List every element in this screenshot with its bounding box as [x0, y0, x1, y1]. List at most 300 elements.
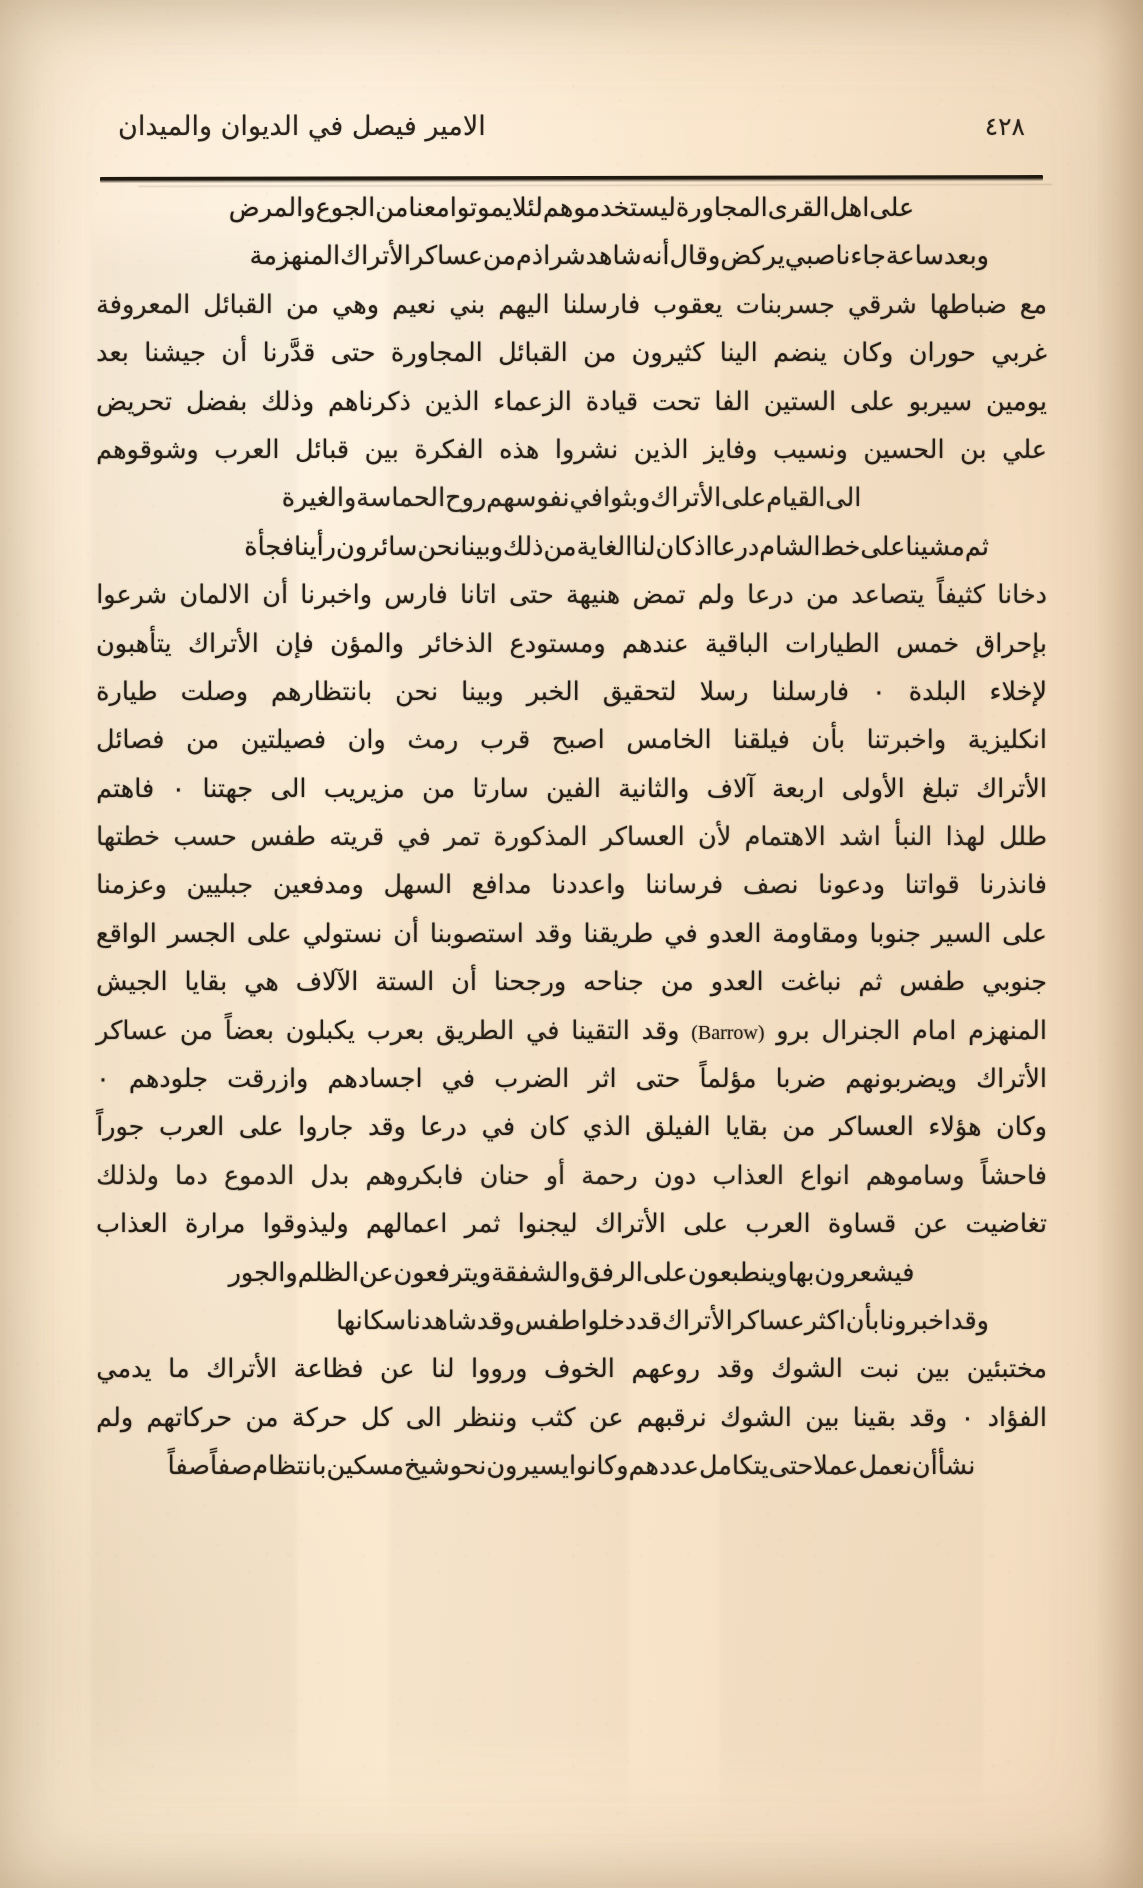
body-word: على [683, 1209, 729, 1240]
body-word: مزيريب [323, 773, 405, 804]
body-word: دخانا [997, 580, 1047, 611]
body-word: الفيلق [645, 1112, 711, 1143]
body-word: وازرقت [227, 1064, 309, 1095]
body-word: الأتراك [187, 628, 259, 659]
body-word: فيلقنا [733, 725, 790, 756]
body-word: قيادة [585, 386, 639, 417]
body-word: بقايا [184, 967, 228, 998]
body-word: ودعونا [818, 870, 886, 901]
body-word: في [441, 1064, 476, 1095]
body-word: يدمي [96, 1354, 152, 1385]
body-word: الطيارات [785, 628, 880, 659]
body-word: وبينا [460, 531, 503, 562]
body-line [96, 1160, 1047, 1212]
body-word: الاهتمام [744, 822, 826, 853]
book-spine-shadow [1097, 0, 1143, 1888]
body-word: فظاعة [293, 1354, 364, 1385]
body-word: فصائل [96, 725, 165, 756]
body-word: رمث [407, 725, 459, 756]
body-word: كان [655, 531, 695, 562]
body-word: مختبئين [966, 1354, 1047, 1385]
body-word: في [525, 1015, 560, 1046]
body-word: لنا [632, 531, 656, 562]
body-word: عن [358, 1257, 394, 1288]
body-word: بإحراق [975, 628, 1047, 659]
body-word: الأتراك [661, 1305, 733, 1336]
body-word: تمض [632, 580, 686, 611]
body-word: يومين [985, 386, 1047, 417]
body-word: رسلا [699, 676, 749, 707]
body-word: ساعة [885, 241, 944, 272]
body-word: القبائل [203, 289, 273, 320]
body-text-block [96, 193, 1047, 1758]
body-word: على [642, 1257, 688, 1288]
body-line [96, 289, 1047, 341]
body-word: رحمة [581, 1160, 638, 1191]
body-word: العرب [214, 434, 280, 465]
body-word: الذي [582, 1112, 631, 1143]
body-word: مؤلماً [699, 1064, 757, 1095]
body-word: السهل [383, 870, 453, 901]
body-word: ذلك [502, 531, 544, 562]
body-word: قد [636, 1305, 662, 1336]
body-word: وقد [716, 1354, 755, 1385]
body-word: عن [913, 1209, 949, 1240]
body-word: أن [911, 1451, 938, 1482]
body-word: الضرب [494, 1064, 570, 1095]
body-word: الفا [714, 386, 750, 417]
body-word: والمرض [228, 193, 316, 223]
body-word: الشام [759, 531, 821, 562]
body-word: وهي [332, 289, 380, 320]
body-word: التقينا [571, 1015, 630, 1046]
body-word: نصف [742, 870, 799, 901]
body-word: تغاضيت [965, 1209, 1047, 1240]
body-word: انكليزية [967, 725, 1047, 756]
body-word: الغاية [576, 531, 633, 562]
body-word: درعا [712, 531, 760, 562]
body-word: وكانوا [568, 1451, 629, 1482]
body-line [96, 773, 1047, 825]
body-word: واخبرتنا [866, 725, 947, 756]
body-word: لئلا [512, 193, 543, 223]
body-word: الخوف [543, 1354, 615, 1385]
body-word: كثب [530, 1402, 576, 1433]
body-line [96, 338, 1047, 389]
body-word: أن [221, 338, 248, 369]
body-word: كثيفاً [936, 580, 985, 611]
body-word: جسربنات [735, 289, 835, 320]
body-word: جاءناصبي [784, 241, 886, 272]
body-word: نشروا [554, 434, 619, 465]
body-word: عملا [813, 1451, 859, 1482]
body-word: جبليين [186, 870, 254, 901]
body-word: ولم [96, 1402, 134, 1433]
body-word: نشأ [937, 1451, 976, 1482]
body-word: الجيش [96, 967, 168, 998]
body-word: في [569, 483, 603, 514]
body-word: غربي [991, 338, 1047, 369]
body-word: المنهزمة [249, 241, 341, 272]
body-word: ويترفعون [393, 1257, 492, 1288]
body-word: ٠ [96, 1064, 110, 1095]
body-word: خمس [896, 628, 960, 659]
body-word: حسب [173, 822, 237, 853]
body-word: فارس [384, 580, 448, 611]
body-word: أن [451, 967, 477, 998]
body-word: استصوبنا [429, 918, 524, 949]
body-word: ولذلك [96, 1160, 159, 1191]
body-word: سارتا [472, 773, 529, 804]
body-word: الفين [546, 773, 601, 804]
body-word: فانذرنا [979, 870, 1047, 901]
body-word: يموتوا [449, 193, 513, 223]
body-word: اذم [516, 241, 551, 272]
body-word: ونسيب [772, 434, 848, 465]
body-word: حتى [330, 338, 376, 369]
body-word: طيارة [96, 676, 158, 707]
body-word: حوران [908, 338, 976, 369]
body-word: العرب [158, 1112, 225, 1143]
body-word: اجسادهم [327, 1064, 423, 1095]
body-word: لأن [698, 822, 732, 853]
body-word: ينضم [773, 338, 827, 369]
body-word: شيخ [404, 1451, 450, 1482]
body-word: على [721, 483, 767, 514]
body-word: درعا [420, 1112, 468, 1143]
body-word: والثانية [618, 773, 690, 804]
body-word: دون [653, 1160, 697, 1191]
body-word: حتى [635, 1064, 681, 1095]
body-word: وشوقوهم [96, 434, 199, 465]
body-word: حتى [768, 1451, 814, 1482]
body-word: الآلاف [295, 967, 359, 998]
body-word: الخامس [626, 725, 712, 756]
body-word: برو [776, 1015, 810, 1046]
body-word: الذخائر [420, 628, 494, 659]
body-word: من [583, 338, 617, 369]
body-word: من [805, 580, 840, 611]
body-word: وبعد [943, 241, 989, 272]
body-word: هذه [499, 434, 540, 465]
running-header [118, 96, 1025, 156]
body-word: لإخلاء [989, 676, 1047, 707]
body-word: اهل [829, 193, 870, 223]
body-word: الى [270, 773, 307, 804]
body-word: نباغت [780, 967, 842, 998]
body-word: طلل [998, 822, 1047, 853]
body-word: اشد [839, 822, 881, 853]
body-word: القرى [767, 193, 830, 223]
body-line [96, 725, 1047, 776]
body-word: الذين [424, 386, 480, 417]
body-word: الظلم [297, 1257, 359, 1288]
body-word: ضباطها [929, 289, 1007, 320]
body-line [96, 531, 1047, 583]
body-word: جهتنا [202, 773, 254, 804]
body-word: وقد [367, 1112, 406, 1143]
body-line [96, 822, 1047, 873]
body-word: بأن [811, 725, 846, 756]
body-word: بين [364, 434, 399, 465]
body-word: الأتراك [976, 773, 1047, 804]
body-line [96, 628, 1047, 680]
body-word: معنا [408, 193, 450, 223]
body-word: سيربو [908, 386, 973, 417]
body-word: في [397, 822, 431, 853]
body-word: واعددنا [551, 870, 626, 901]
latin-inline-term: (Barrow) [691, 1021, 765, 1044]
body-word: العدو [708, 918, 762, 949]
body-word: المجاورة [675, 193, 768, 223]
body-word: جاروا [298, 1112, 354, 1143]
body-word: الشوك [720, 1402, 792, 1433]
body-word: ٠ [171, 773, 186, 804]
body-word: ليجنوا [517, 1209, 578, 1240]
body-word: يسيرون [486, 1451, 569, 1482]
body-word: لتحقيق [602, 676, 677, 707]
body-word: الخبر [526, 676, 580, 707]
body-word: فاهتم [96, 773, 155, 804]
body-word: وفايز [703, 434, 758, 465]
body-word: طفس [250, 822, 316, 853]
body-line [96, 967, 1047, 1018]
body-word: المذكورة [493, 822, 588, 853]
body-word: نبت [859, 1354, 900, 1385]
body-word: بدل [310, 1160, 350, 1191]
body-word: يتأهبون [96, 628, 172, 659]
body-word: عن [588, 1402, 624, 1433]
body-word: بقينا [852, 1402, 896, 1433]
body-word: العدو [710, 967, 764, 998]
body-word: بانتظارهم [271, 676, 373, 707]
body-word: على [860, 531, 906, 562]
body-word: الستة [375, 967, 435, 998]
body-word: فإن [275, 628, 314, 659]
body-word: وبينا [461, 676, 504, 707]
body-word: وساموهم [865, 1160, 965, 1191]
body-word: والغيرة [281, 483, 357, 514]
body-word: حركاتهم [146, 1402, 233, 1433]
body-line [96, 1064, 1047, 1115]
body-word: بن [960, 434, 987, 465]
body-line [96, 1451, 1047, 1502]
body-word: طريقنا [583, 918, 654, 949]
body-word: المعروفة [96, 289, 191, 320]
body-word: بقايا [725, 1112, 768, 1143]
body-word: نفوسهم [486, 483, 570, 514]
body-word: شرعوا [96, 580, 168, 611]
body-word: خطتها [96, 822, 160, 853]
body-word: الذين [633, 434, 689, 465]
body-line [96, 1112, 1047, 1163]
body-word: النبأ [894, 822, 933, 853]
body-word: انواع [800, 1160, 850, 1191]
body-word: البلدة [908, 676, 967, 707]
body-word: بعضاً [224, 1015, 274, 1046]
body-line [96, 1354, 1047, 1405]
body-word: وليذوقوا [262, 1209, 349, 1240]
body-word: نحن [417, 531, 461, 562]
body-word: على [246, 918, 292, 949]
body-word: ثمر [464, 1209, 501, 1240]
body-word: الحسين [863, 434, 945, 465]
body-word: عددهم [628, 1451, 699, 1482]
body-word: وينطبعون [687, 1257, 788, 1288]
body-word: يركض [720, 241, 785, 272]
body-word: جيشنا [144, 338, 206, 369]
running-header-title: الامير فيصل في الديوان والميدان [118, 110, 486, 142]
body-word: حتى [509, 580, 554, 611]
body-word: الجنرال [821, 1015, 901, 1046]
body-word: يكبلون [285, 1015, 355, 1046]
body-word: ورجحنا [493, 967, 567, 998]
body-word: ومدفعين [272, 870, 364, 901]
body-word: امام [912, 1015, 957, 1046]
body-word: يتصاعد [851, 580, 925, 611]
body-line [96, 580, 1047, 631]
body-word: مدافع [471, 870, 532, 901]
body-line [96, 1209, 1047, 1260]
body-word: وقد [951, 1305, 989, 1336]
body-word: قبائل [295, 434, 350, 465]
body-word: تحت [651, 386, 701, 417]
body-word: روح [445, 483, 487, 514]
body-word: الشوك [771, 1354, 843, 1385]
body-word: روعهم [631, 1354, 701, 1385]
body-word: كل [360, 1402, 393, 1433]
body-word: كثيرون [631, 338, 705, 369]
body-word: ليستخدموهم [542, 193, 676, 223]
body-word: رأينا [294, 531, 336, 562]
body-word: وقد [909, 1402, 948, 1433]
body-word: الينا [719, 338, 758, 369]
body-line [96, 193, 1047, 244]
body-word: الرفق [580, 1257, 643, 1288]
body-word: الفؤاد [987, 1402, 1047, 1433]
body-word: من [179, 1015, 213, 1046]
body-word: طفس [514, 1305, 581, 1336]
body-word: ثم [858, 967, 883, 998]
body-word: الواقع [96, 918, 157, 949]
body-word: من [482, 241, 516, 272]
body-word: طفس [899, 967, 966, 998]
body-word: عندهم [621, 628, 689, 659]
body-word: بين [805, 1402, 840, 1433]
body-word: العساكر [829, 1112, 914, 1143]
body-word: الأتراك [340, 241, 411, 272]
body-word: نعيم [392, 289, 437, 320]
body-word: فارسلنا [771, 676, 850, 707]
body-word: ويضربونهم [845, 1064, 958, 1095]
body-word: تمر [444, 822, 481, 853]
body-word: عساكر [732, 1305, 805, 1336]
body-word: اصبح [551, 725, 605, 756]
body-word: الجوع [315, 193, 376, 223]
body-word: فاحشاً [980, 1160, 1047, 1191]
body-word: بني [449, 289, 486, 320]
body-word: السير [931, 918, 992, 949]
body-word: اذ [694, 531, 713, 562]
body-word: شاهدنا [406, 1305, 477, 1336]
body-word: ضربا [775, 1064, 827, 1095]
body-word: على [1002, 918, 1047, 949]
body-word: على [849, 386, 895, 417]
body-word: الأتراك [206, 1354, 278, 1385]
body-word: القبائل [498, 338, 568, 369]
body-word: المنهزم [968, 1015, 1047, 1046]
body-word: والمؤن [330, 628, 404, 659]
body-word: والشفقة [491, 1257, 581, 1288]
body-word: أن [262, 580, 289, 611]
body-word: من [422, 773, 456, 804]
body-word: وقد [534, 918, 573, 949]
body-word: خط [820, 531, 861, 562]
body-word: جنوبا [869, 918, 921, 949]
body-word: وننظر [455, 1402, 518, 1433]
body-word: ومستودع [509, 628, 606, 659]
body-word: وعزمنا [96, 870, 167, 901]
body-word: من [186, 725, 220, 756]
body-word: على [869, 193, 915, 223]
body-word: العذاب [96, 1209, 168, 1240]
body-word: فارسلنا [562, 289, 641, 320]
body-word: مرارة [184, 1209, 246, 1240]
body-word: دما [175, 1160, 208, 1191]
body-word: اثر [588, 1064, 617, 1095]
body-word: ذكرناهم [327, 386, 411, 417]
body-word: اعمالهم [365, 1209, 448, 1240]
body-word: ٠ [960, 1402, 975, 1433]
body-word: علي [1002, 434, 1047, 465]
body-word: قريته [329, 822, 385, 853]
body-word: شرقي [847, 289, 917, 320]
body-word: الأتراك [976, 1064, 1047, 1095]
body-word: وكان [842, 338, 894, 369]
body-word: بانتظام [252, 1451, 327, 1482]
body-word: جناحه [583, 967, 644, 998]
body-word: الفكرة [414, 434, 484, 465]
body-word: الباقية [704, 628, 769, 659]
body-word: الحماسة [356, 483, 446, 514]
body-word: بعرب [366, 1015, 425, 1046]
body-word: جلودهم [128, 1064, 209, 1095]
body-word: فيشعرون [814, 1257, 915, 1288]
body-word: فابكروهم [365, 1160, 464, 1191]
body-word: أنه [641, 241, 670, 272]
body-word: صفاً [167, 1451, 210, 1482]
body-line [96, 1402, 1047, 1454]
body-line [96, 870, 1047, 921]
body-word: الجسر [167, 918, 236, 949]
body-word: بأن [845, 1305, 880, 1336]
body-word: العرب [745, 1209, 811, 1240]
body-line [96, 386, 1047, 438]
body-word: تحريض [96, 386, 173, 417]
body-word: بعد [96, 338, 129, 369]
body-word: وكان [996, 1112, 1047, 1143]
body-word: قواتنا [904, 870, 960, 901]
body-word: درعا [747, 580, 794, 611]
body-word: من [660, 967, 694, 998]
body-word: ثم [964, 531, 989, 562]
body-word: وقال [669, 241, 721, 272]
body-word: وبثوا [602, 483, 651, 514]
body-word: حنان [479, 1160, 530, 1191]
body-word: من [782, 1112, 816, 1143]
body-word: وذلك [261, 386, 315, 417]
body-word: والجور [228, 1257, 298, 1288]
